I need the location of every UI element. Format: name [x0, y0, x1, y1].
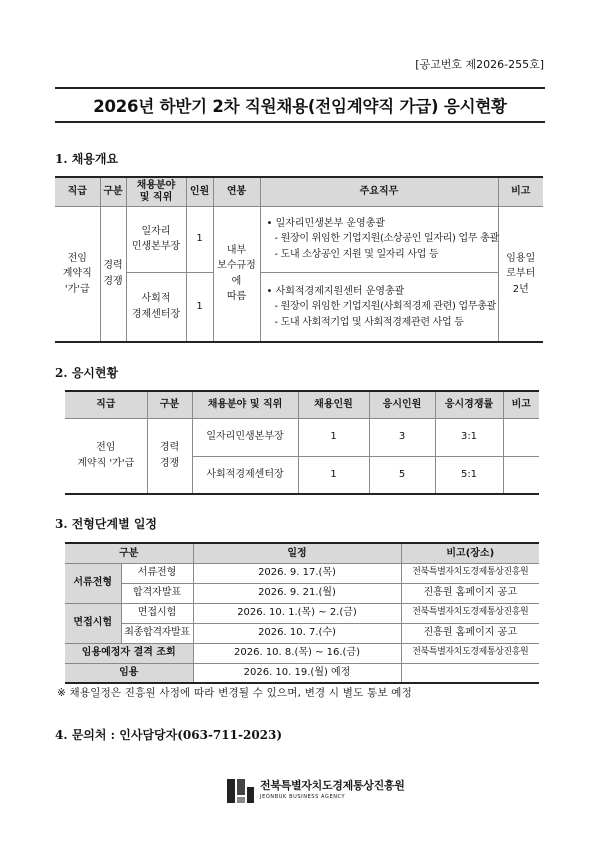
- section-1-heading: 1. 채용개요: [55, 152, 119, 166]
- col-header-rank: 직급: [65, 391, 147, 418]
- duties-cell: [260, 206, 498, 272]
- table-row: [65, 623, 539, 643]
- type-cell: 경력 경쟁: [100, 206, 126, 342]
- position-cell: 일자리 민생본부장: [126, 206, 186, 272]
- place-cell: 전북특별자치도경제통상진흥원: [401, 643, 539, 663]
- stage-label: 임용예정자 결격 조회: [65, 643, 193, 663]
- date-cell: 2026. 9. 21.(월): [193, 583, 401, 603]
- table-row: [65, 663, 539, 683]
- place-cell: [401, 663, 539, 683]
- col-header-date: 일정: [193, 543, 401, 563]
- step-cell: 합격자발표: [121, 583, 193, 603]
- col-header-count: 인원: [186, 177, 213, 206]
- stage-label: 임용: [65, 663, 193, 683]
- duty-item: - 원장이 위임한 기업지원(소상공인 일자리) 업무 총괄: [274, 233, 499, 245]
- step-cell: 서류전형: [121, 563, 193, 583]
- hires-cell: 1: [298, 418, 369, 456]
- col-header-place: 비고(장소): [401, 543, 539, 563]
- table-header-row: [55, 177, 543, 206]
- duty-title: • 일자리민생본부 운영총괄: [266, 217, 386, 229]
- duty-title: • 사회적경제지원센터 운영총괄: [266, 285, 405, 297]
- schedule-footnote: ※ 채용일정은 진흥원 사정에 따라 변경될 수 있으며, 변경 시 별도 통보 예정: [57, 687, 412, 699]
- ratio-cell: 3:1: [435, 418, 503, 456]
- table-row: [55, 206, 543, 272]
- col-header-note: 비고: [498, 177, 543, 206]
- table-header-row: [65, 391, 539, 418]
- place-cell: 진흥원 홈페이지 공고: [401, 583, 539, 603]
- position-cell: 사회적경제센터장: [192, 456, 298, 494]
- position-cell: 사회적 경제센터장: [126, 272, 186, 342]
- applicants-cell: 3: [369, 418, 435, 456]
- note-cell: [503, 456, 539, 494]
- table-row: [65, 563, 539, 583]
- duty-item: - 도내 소상공인 지원 및 일자리 사업 등: [274, 248, 439, 260]
- col-header-stage: 구분: [65, 543, 193, 563]
- applicants-cell: 5: [369, 456, 435, 494]
- table-header-row: [65, 543, 539, 563]
- duties-cell: [260, 272, 498, 342]
- step-cell: 면접시험: [121, 603, 193, 623]
- recruitment-overview-table: [55, 176, 543, 343]
- page-title: 2026년 하반기 2차 직원채용(전임계약직 가급) 응시현황: [55, 87, 545, 123]
- duty-item: - 도내 사회적기업 및 사회적경제관련 사업 등: [274, 316, 464, 328]
- schedule-table: [65, 542, 539, 684]
- count-cell: 1: [186, 206, 213, 272]
- date-cell: 2026. 9. 17.(목): [193, 563, 401, 583]
- agency-name-english: JEONBUK BUSINESS AGENCY: [260, 794, 346, 800]
- note-cell: 임용일 로부터 2년: [498, 206, 543, 342]
- application-status-table: [65, 390, 539, 495]
- agency-name: 전북특별자치도경제통상진흥원: [260, 779, 405, 792]
- col-header-position: 채용분야 및 직위: [192, 391, 298, 418]
- agency-logo: [224, 773, 405, 809]
- contact-info: 4. 문의처 : 인사담당자(063-711-2023): [55, 728, 283, 742]
- stage-label: 서류전형: [65, 563, 121, 603]
- salary-cell: 내부 보수규정에 따름: [213, 206, 260, 342]
- col-header-position: 채용분야 및 직위: [126, 177, 186, 206]
- step-cell: 최종합격자발표: [121, 623, 193, 643]
- place-cell: 전북특별자치도경제통상진흥원: [401, 603, 539, 623]
- table-row: [65, 418, 539, 456]
- col-header-duties: 주요직무: [260, 177, 498, 206]
- date-cell: 2026. 10. 1.(목) ~ 2.(금): [193, 603, 401, 623]
- col-header-ratio: 응시경쟁률: [435, 391, 503, 418]
- rank-cell: 전임 계약직 '가'급: [65, 418, 147, 494]
- table-row: [55, 272, 543, 342]
- hires-cell: 1: [298, 456, 369, 494]
- col-header-type: 구분: [100, 177, 126, 206]
- table-row: [65, 603, 539, 623]
- col-header-rank: 직급: [55, 177, 100, 206]
- ratio-cell: 5:1: [435, 456, 503, 494]
- place-cell: 전북특별자치도경제통상진흥원: [401, 563, 539, 583]
- col-header-hires: 채용인원: [298, 391, 369, 418]
- table-row: [65, 643, 539, 663]
- date-cell: 2026. 10. 19.(월) 예정: [193, 663, 401, 683]
- table-row: [65, 583, 539, 603]
- col-header-note: 비고: [503, 391, 539, 418]
- count-cell: 1: [186, 272, 213, 342]
- date-cell: 2026. 10. 8.(목) ~ 16.(금): [193, 643, 401, 663]
- note-cell: [503, 418, 539, 456]
- col-header-type: 구분: [147, 391, 192, 418]
- duty-item: - 원장이 위임한 기업지원(사회적경제 관련) 업무총괄: [274, 301, 496, 312]
- rank-cell: 전임 계약직 '가'급: [55, 206, 100, 342]
- place-cell: 진흥원 홈페이지 공고: [401, 623, 539, 643]
- type-cell: 경력 경쟁: [147, 418, 192, 494]
- section-2-heading: 2. 응시현황: [55, 366, 119, 380]
- col-header-applicants: 응시인원: [369, 391, 435, 418]
- section-3-heading: 3. 전형단계별 일정: [55, 517, 158, 531]
- date-cell: 2026. 10. 7.(수): [193, 623, 401, 643]
- col-header-salary: 연봉: [213, 177, 260, 206]
- position-cell: 일자리민생본부장: [192, 418, 298, 456]
- notice-number: [공고번호 제2026-255호]: [415, 58, 544, 71]
- agency-logo-icon: [224, 775, 256, 807]
- stage-label: 면접시험: [65, 603, 121, 643]
